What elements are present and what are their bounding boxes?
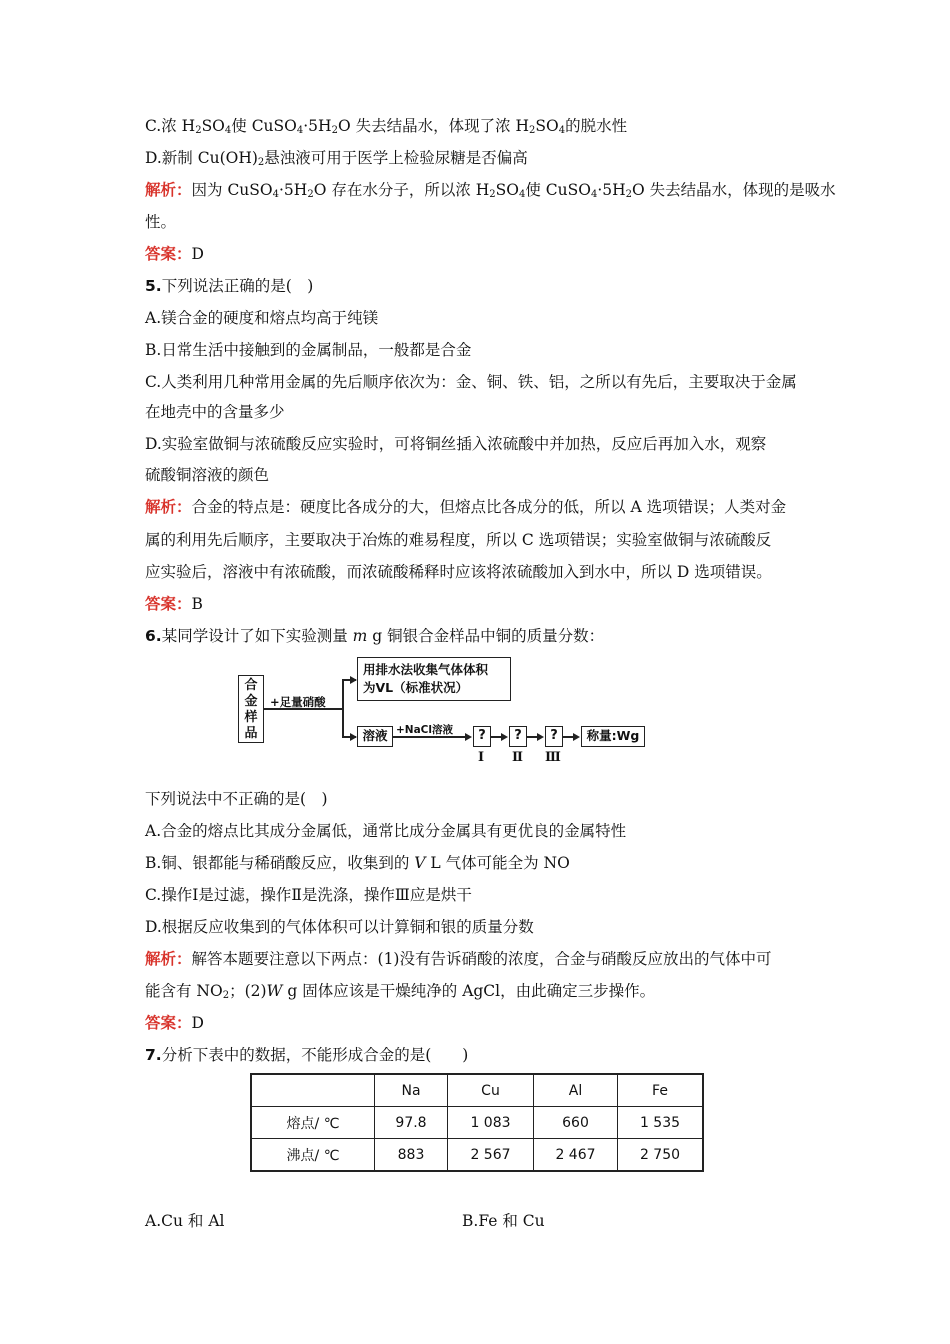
q5-option-c-line2: 在地壳中的含量多少 [145,403,285,421]
q5-answer: 答案：B [145,595,203,613]
table-header-cell [251,1074,375,1107]
q6-stem: 6.某同学设计了如下实验测量 m g 铜银合金样品中铜的质量分数： [145,627,605,645]
answer-label: 答案： [145,1014,192,1032]
table-header-cell: Cu [448,1074,534,1107]
table-cell: 2 750 [618,1139,704,1172]
table-header-cell: Na [375,1074,448,1107]
analysis-label: 解析： [145,498,192,516]
q5-analysis-line2: 属的利用先后顺序，主要取决于冶炼的难易程度，所以 C 选项错误；实验室做铜与浓硫酸反 [145,531,772,549]
flow-step2-box: ? [509,726,527,747]
q5-analysis-line3: 应实验后，溶液中有浓硫酸，而浓硫酸稀释时应该将浓硫酸加入到水中，所以 D 选项错误。 [145,563,772,581]
q7-option-b: B.Fe 和 Cu [462,1212,545,1230]
question-number: 6. [145,627,162,645]
q6-analysis-line1: 解析：解答本题要注意以下两点：(1)没有告诉硝酸的浓度，合金与硝酸反应放出的气体中可 [145,950,772,968]
table-header-cell: Fe [618,1074,704,1107]
q7-option-a: A.Cu 和 Al [145,1212,225,1230]
q5-option-c-line1: C.人类利用几种常用金属的先后顺序依次为：金、铜、铁、铝，之所以有先后，主要取决于金属 [145,373,797,391]
q4-analysis-line1: 解析：因为 $CuSO_4\cdot 5H_2O$ 存在水分子，所以浓 $H_2SO_4$使 $CuSO_4\cdot 5H_2O$ 失去结晶水，体现的是吸水 [145,181,836,200]
analysis-label: 解析： [145,181,192,199]
table-cell: 2 467 [534,1139,618,1172]
flow-roman-1: Ⅰ [478,750,485,765]
q6-option-c: C.操作Ⅰ是过滤，操作Ⅱ是洗涤，操作Ⅲ应是烘干 [145,886,472,904]
q4-option-c: C.浓 $H_2SO_4$使 $CuSO_4\cdot 5H_2O$ 失去结晶水，体现了浓 $H_2SO_4$的脱水性 [145,117,628,136]
q6-option-b: B.铜、银都能与稀硝酸反应，收集到的 V L 气体可能全为 NO [145,854,570,872]
table-row [251,1107,703,1139]
q5-option-d-line2: 硫酸铜溶液的颜色 [145,466,270,484]
table-cell: 沸点/ ℃ [251,1139,375,1172]
flow-weigh-box: 称量:Wg [581,726,645,747]
q7-stem: 7.分析下表中的数据，不能形成合金的是( ) [145,1046,469,1064]
q4-analysis-line2: 性。 [145,213,177,231]
table-cell: 1 083 [448,1107,534,1139]
table-cell: 660 [534,1107,618,1139]
flow-gas-box: 用排水法收集气体体积 为VL（标准状况） [357,657,511,701]
table-cell: 1 535 [618,1107,704,1139]
q6-option-d: D.根据反应收集到的气体体积可以计算铜和银的质量分数 [145,918,534,936]
q4-option-d: D.新制 $Cu(OH)_2$悬浊液可用于医学上检验尿糖是否偏高 [145,149,528,168]
table-cell: 97.8 [375,1107,448,1139]
table-cell: 2 567 [448,1139,534,1172]
answer-label: 答案： [145,245,192,263]
q4-answer: 答案：D [145,245,204,263]
flow-step1-box: ? [473,726,491,747]
q6-stem2: 下列说法中不正确的是( ) [145,790,328,808]
q5-option-d-line1: D.实验室做铜与浓硫酸反应实验时，可将铜丝插入浓硫酸中并加热，反应后再加入水，观察 [145,435,767,453]
metal-data-table [250,1073,704,1172]
flow-step3-box: ? [545,726,563,747]
flow-sample-box: 合金样品 [238,675,264,743]
table-header-row [251,1074,703,1107]
answer-label: 答案： [145,595,192,613]
q5-option-a: A.镁合金的硬度和熔点均高于纯镁 [145,309,379,327]
flow-reagent2-label: +NaCl溶液 [396,724,453,736]
q6-analysis-line2: 能含有 $NO_2$；(2)W g 固体应该是干燥纯净的 AgCl，由此确定三步操作。 [145,982,656,1001]
question-number: 7. [145,1046,162,1064]
q6-answer: 答案：D [145,1014,204,1032]
table-row [251,1139,703,1172]
flow-roman-3: Ⅲ [545,750,561,765]
experiment-flowchart [236,655,656,770]
q5-analysis-line1: 解析：合金的特点是：硬度比各成分的大，但熔点比各成分的低，所以 A 选项错误；人类对金 [145,498,787,516]
table-cell: 883 [375,1139,448,1172]
flow-reagent1-label: +足量硝酸 [270,695,326,709]
analysis-label: 解析： [145,950,192,968]
q5-stem: 5.下列说法正确的是( ) [145,277,314,295]
question-number: 5. [145,277,162,295]
q5-option-b: B.日常生活中接触到的金属制品，一般都是合金 [145,341,472,359]
flow-roman-2: Ⅱ [512,750,523,765]
table-header-cell: Al [534,1074,618,1107]
table-cell: 熔点/ ℃ [251,1107,375,1139]
flow-solution-box: 溶液 [357,726,393,747]
q6-option-a: A.合金的熔点比其成分金属低，通常比成分金属具有更优良的金属特性 [145,822,627,840]
